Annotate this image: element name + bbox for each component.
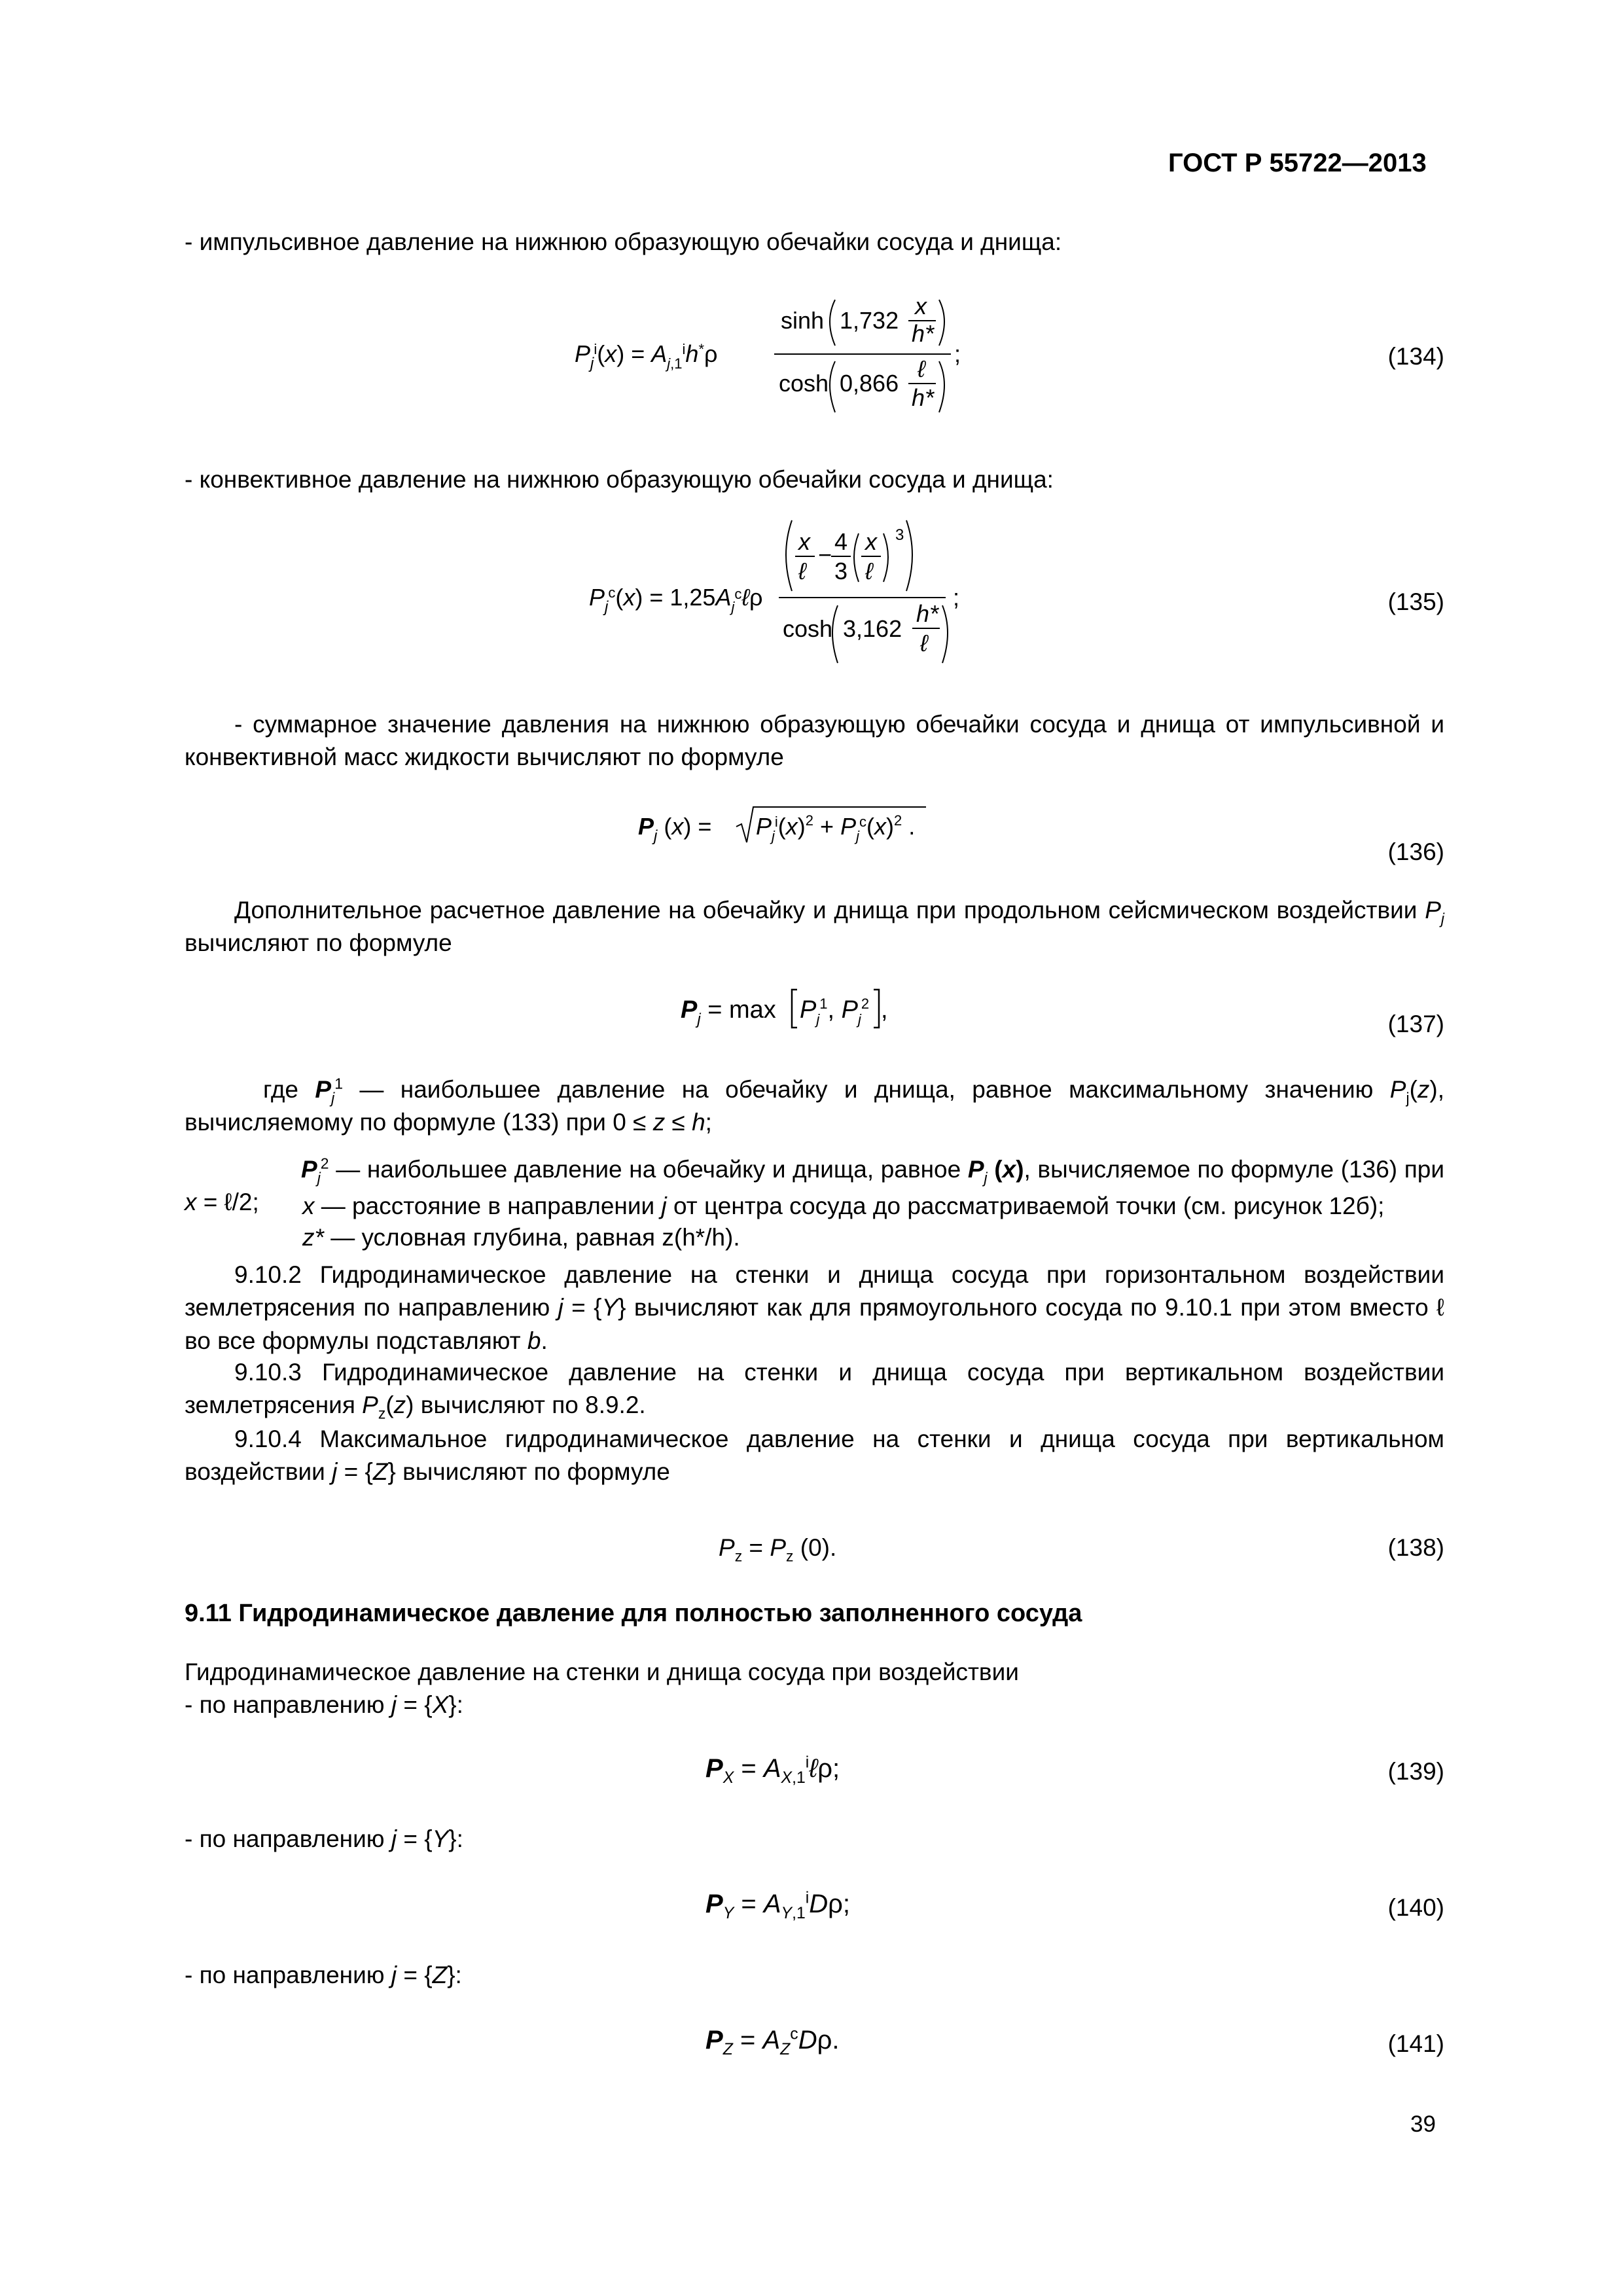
clause-9-10-2-text-b: вычисляют как для прямоугольного сосуда по 9.10.1 при этом вместо ℓ во все формулы подставляют <box>185 1294 1445 1354</box>
formula-139: $P_X$ = $A_{X,1}^i\ell\rho$; <box>705 1753 840 1787</box>
svg-text:ℓ: ℓ <box>865 558 873 584</box>
clause-9-10-4: 9.10.4 Максимальное гидродинамическое давление на стенки и днища сосуда при вертикальном воздействии j = {Z} вычисляют по формуле <box>185 1426 1444 1486</box>
direction-x-text: - по направлению <box>185 1691 385 1718</box>
equation-number-141: (141) <box>1387 2030 1444 2057</box>
svg-text:Pji(x)2 + Pjc(x)2 .: $P_j^i(x)^2 + P_j^c(x)^2$ . <box>756 812 916 844</box>
formula-140: $P_Y = A_{Y,1}^iD\rho$; <box>705 1889 851 1922</box>
equation-number-137: (137) <box>1387 1011 1444 1037</box>
svg-text:;: ; <box>954 340 961 367</box>
page-number: 39 <box>1410 2111 1436 2137</box>
where-p2-text-b: , вычисляемое по формуле (136) при <box>1024 1156 1445 1183</box>
formula-136 <box>638 802 952 854</box>
clause-9-10-4-text-b: вычисляют по формуле <box>402 1458 670 1486</box>
section-title-9-11: 9.11 Гидродинамическое давление для полностью заполненного сосуда <box>185 1600 1082 1627</box>
svg-text:ℓ: ℓ <box>920 630 928 656</box>
svg-text:3,162: 3,162 <box>843 615 902 642</box>
svg-text:3: 3 <box>895 526 904 544</box>
svg-text:4: 4 <box>834 528 848 555</box>
svg-text:ℓ: ℓ <box>918 355 925 382</box>
extra-pressure-text-2: вычисляют по формуле <box>185 929 452 957</box>
equation-number-134: (134) <box>1387 343 1444 370</box>
svg-text:x: x <box>915 293 927 319</box>
equation-number-136: (136) <box>1387 838 1444 865</box>
clause-9-10-2: 9.10.2 Гидродинамическое давление на стенки и днища сосуда при горизонтальном воздействии землетрясения по направлению j = {Y} вычисляют как для прямоугольного сосуда по 9.10.1 при этом вместо ℓ во все формулы подставляют b. <box>185 1261 1445 1354</box>
svg-text:Pj1, Pj2: $P_j^1$, $P_j^2$ <box>800 996 870 1028</box>
direction-y-label: - по направлению j = {Y}: <box>185 1825 463 1852</box>
equation-number-135: (135) <box>1387 588 1444 615</box>
svg-text:ℓ: ℓ <box>798 558 806 584</box>
where-p2-text-a: — наибольшее давление на обечайку и днища, равное <box>336 1156 961 1183</box>
clause-9-10-3: 9.10.3 Гидродинамическое давление на стенки и днища сосуда при вертикальном воздействии землетрясения $P_z(z)$ вычисляют по 8.9.2. <box>185 1359 1444 1422</box>
formula-141: $P_Z = A_Z^cD\rho$. <box>705 2025 840 2058</box>
clause-9-10-3-text-a: 9.10.3 Гидродинамическое давление на стенки и днища сосуда при вертикальном воздействии землетрясения <box>185 1359 1444 1419</box>
where-p1-text-a: — наибольшее давление на обечайку и днища, равное максимальному значению <box>359 1076 1374 1103</box>
svg-text:3: 3 <box>834 558 848 584</box>
where-x-definition: x — расстояние в направлении j от центра сосуда до рассматриваемой точки (см. рисунок 12б); <box>302 1193 1385 1219</box>
where-z-definition: z* — условная глубина, равная z(h*/h). <box>302 1224 740 1251</box>
extra-pressure-text-1: Дополнительное расчетное давление на обечайку и днища при продольном сейсмическом воздействии <box>234 897 1418 924</box>
svg-text:1,732: 1,732 <box>840 307 899 334</box>
formula-135 <box>589 514 969 684</box>
svg-text:cosh: cosh <box>779 370 829 397</box>
where-z-text: — условная глубина, равная z(h*/h). <box>330 1224 740 1251</box>
where-p1-definition: где $P_j^1$ — наибольшее давление на обечайку и днища, равное максимальному значению $P_j(z)$, вычисляемому по формуле (133) при 0 ≤ z ≤ h; <box>185 1075 1445 1136</box>
where-x-text-b: от центра сосуда до рассматриваемой точки (см. рисунок 12б); <box>673 1193 1385 1219</box>
svg-text:x: x <box>865 528 877 555</box>
document-code: ГОСТ Р 55722—2013 <box>1168 149 1427 177</box>
svg-text:h*: h* <box>912 384 935 411</box>
svg-text:Pj (x) =: $P_j$ (x) = <box>638 813 712 845</box>
where-x-text-a: — расстояние в направлении <box>321 1193 655 1219</box>
equation-number-139: (139) <box>1387 1758 1444 1785</box>
full-vessel-intro: Гидродинамическое давление на стенки и днища сосуда при воздействии <box>185 1659 1019 1685</box>
svg-text:Pji(x) = Aj,1ih*ρ: $P_j^i(x) = A_j,1^ih^*\rho$ <box>575 340 718 372</box>
svg-text:0,866: 0,866 <box>840 370 899 397</box>
clause-9-10-2-text-a: 9.10.2 Гидродинамическое давление на стенки и днища сосуда при горизонтальном воздействии землетрясения по направлению <box>185 1261 1444 1321</box>
direction-z-text: - по направлению <box>185 1962 385 1988</box>
impulse-intro: - импульсивное давление на нижнюю образующую обечайки сосуда и днища: <box>185 228 1062 255</box>
svg-text:sinh: sinh <box>781 307 825 334</box>
formula-134 <box>575 288 980 425</box>
svg-text:,: , <box>881 996 888 1024</box>
svg-text:h*: h* <box>912 320 935 347</box>
direction-y-text: - по направлению <box>185 1825 385 1852</box>
sum-paragraph: - суммарное значение давления на нижнюю образующую обечайки сосуда и днища от импульсивной и конвективной масс жидкости вычисляют по формуле <box>185 711 1444 771</box>
clause-9-10-3-text-b: вычисляют по 8.9.2. <box>420 1391 646 1419</box>
equation-number-140: (140) <box>1387 1894 1444 1921</box>
equation-number-138: (138) <box>1387 1534 1444 1561</box>
svg-text:x: x <box>798 528 810 555</box>
svg-text:;: ; <box>953 584 960 611</box>
convective-intro: - конвективное давление на нижнюю образующую обечайки сосуда и днища: <box>185 466 1054 493</box>
formula-137 <box>681 982 897 1034</box>
clause-9-10-4-text-a: 9.10.4 Максимальное гидродинамическое давление на стенки и днища сосуда при вертикальном воздействии <box>185 1426 1444 1486</box>
svg-text:−: − <box>818 541 832 568</box>
direction-z-label: - по направлению j = {Z}: <box>185 1962 462 1988</box>
extra-pressure-paragraph: Дополнительное расчетное давление на обечайку и днища при продольном сейсмическом воздействии $P_j$ вычисляют по формуле <box>185 897 1444 957</box>
svg-text:h*: h* <box>916 600 939 627</box>
svg-text:cosh: cosh <box>783 615 833 642</box>
where-p1-text-b: , вычисляемому по формуле (133) при 0 ≤ <box>185 1076 1445 1136</box>
svg-text:Pjc(x) = 1,25Ajcℓρ: $P_j^c(x)$ = $1,25A_j^c\ell\rho$ <box>589 584 763 616</box>
svg-text:Pj = max: $P_j = \max$ <box>681 996 776 1028</box>
formula-138: $P_z = P_z$ (0). <box>719 1534 837 1565</box>
direction-x-label: - по направлению j = {X}: <box>185 1691 463 1718</box>
where-p2-definition: $P_j^2$ — наибольшее давление на обечайку и днища, равное $P_j$ (x), вычисляемое по формуле (136) при x = ℓ/2; <box>185 1155 1445 1216</box>
where-word: где <box>263 1076 299 1103</box>
